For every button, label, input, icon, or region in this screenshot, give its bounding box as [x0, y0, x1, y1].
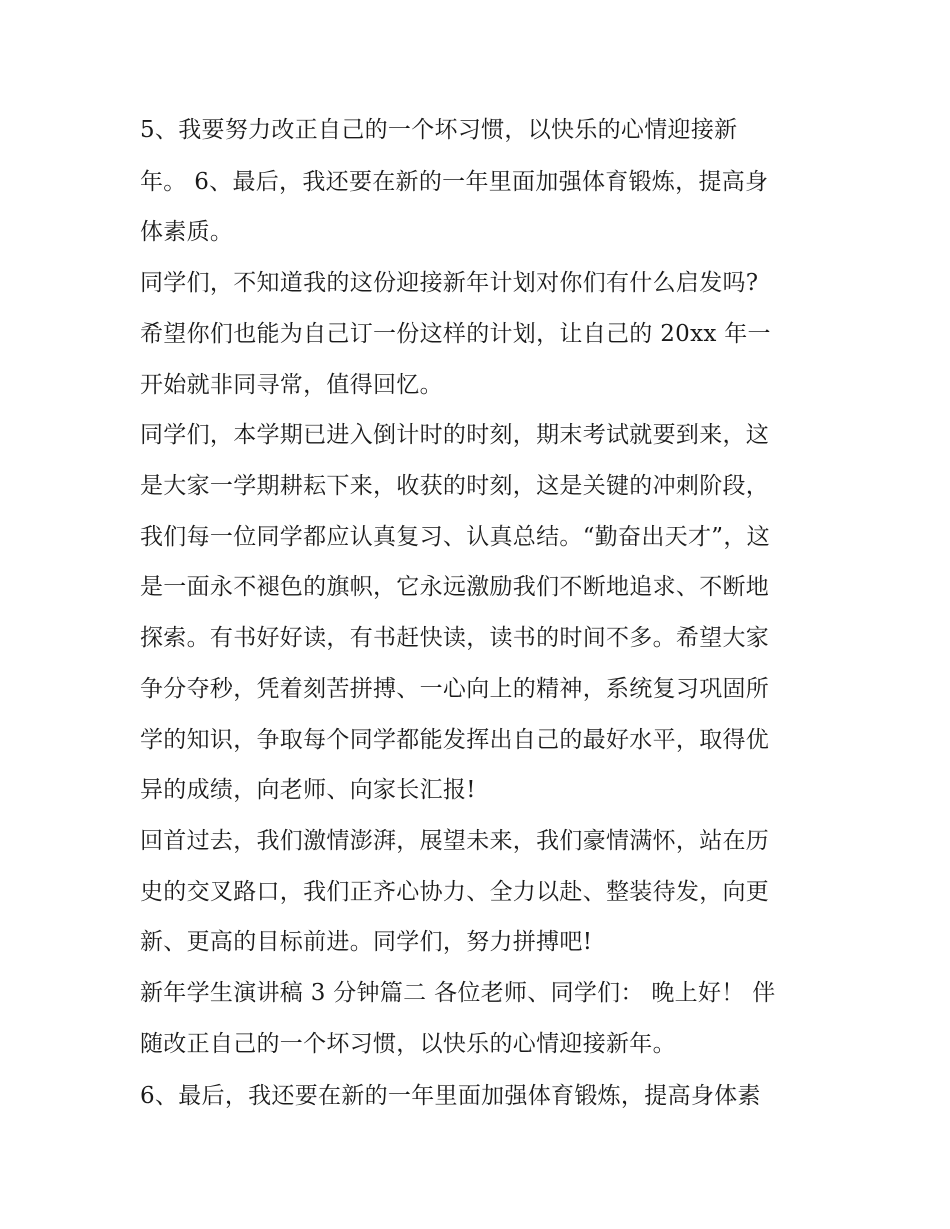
text-line: 希望你们也能为自己订一份这样的计划，让自己的 20xx 年一	[140, 321, 771, 347]
text-line: 探索。有书好好读，有书赶快读，读书的时间不多。希望大家	[140, 625, 770, 651]
text-line: 新年学生演讲稿 3 分钟篇二 各位老师、同学们： 晚上好！ 伴	[140, 980, 776, 1006]
text-line: 是一面永不褪色的旗帜，它永远激励我们不断地追求、不断地	[140, 574, 770, 600]
text-line: 体素质。	[140, 219, 234, 245]
text-line: 回首过去，我们激情澎湃，展望未来，我们豪情满怀，站在历	[140, 828, 770, 854]
text-line: 异的成绩，向老师、向家长汇报!	[140, 777, 476, 803]
text-line: 同学们，本学期已进入倒计时的时刻，期末考试就要到来，这	[140, 422, 770, 448]
text-line: 史的交叉路口，我们正齐心协力、全力以赴、整装待发，向更	[140, 879, 770, 905]
text-line: 我们每一位同学都应认真复习、认真总结。“勤奋出天才”，这	[140, 524, 770, 550]
text-line: 学的知识，争取每个同学都能发挥出自己的最好水平，取得优	[140, 727, 770, 753]
text-line: 争分夺秒，凭着刻苦拼搏、一心向上的精神，系统复习巩固所	[140, 676, 770, 702]
text-line: 同学们，不知道我的这份迎接新年计划对你们有什么启发吗?	[140, 270, 759, 296]
text-line: 5、我要努力改正自己的一个坏习惯，以快乐的心情迎接新	[140, 117, 738, 143]
text-line: 是大家一学期耕耘下来，收获的时刻，这是关键的冲刺阶段，	[140, 473, 770, 499]
text-line: 新、更高的目标前进。同学们，努力拼搏吧!	[140, 929, 593, 955]
text-line: 6、最后，我还要在新的一年里面加强体育锻炼，提高身体素	[140, 1083, 761, 1109]
text-line: 随改正自己的一个坏习惯，以快乐的心情迎接新年。	[140, 1031, 676, 1057]
text-line: 年。 6、最后，我还要在新的一年里面加强体育锻炼，提高身	[140, 169, 769, 195]
text-line: 开始就非同寻常，值得回忆。	[140, 372, 443, 398]
